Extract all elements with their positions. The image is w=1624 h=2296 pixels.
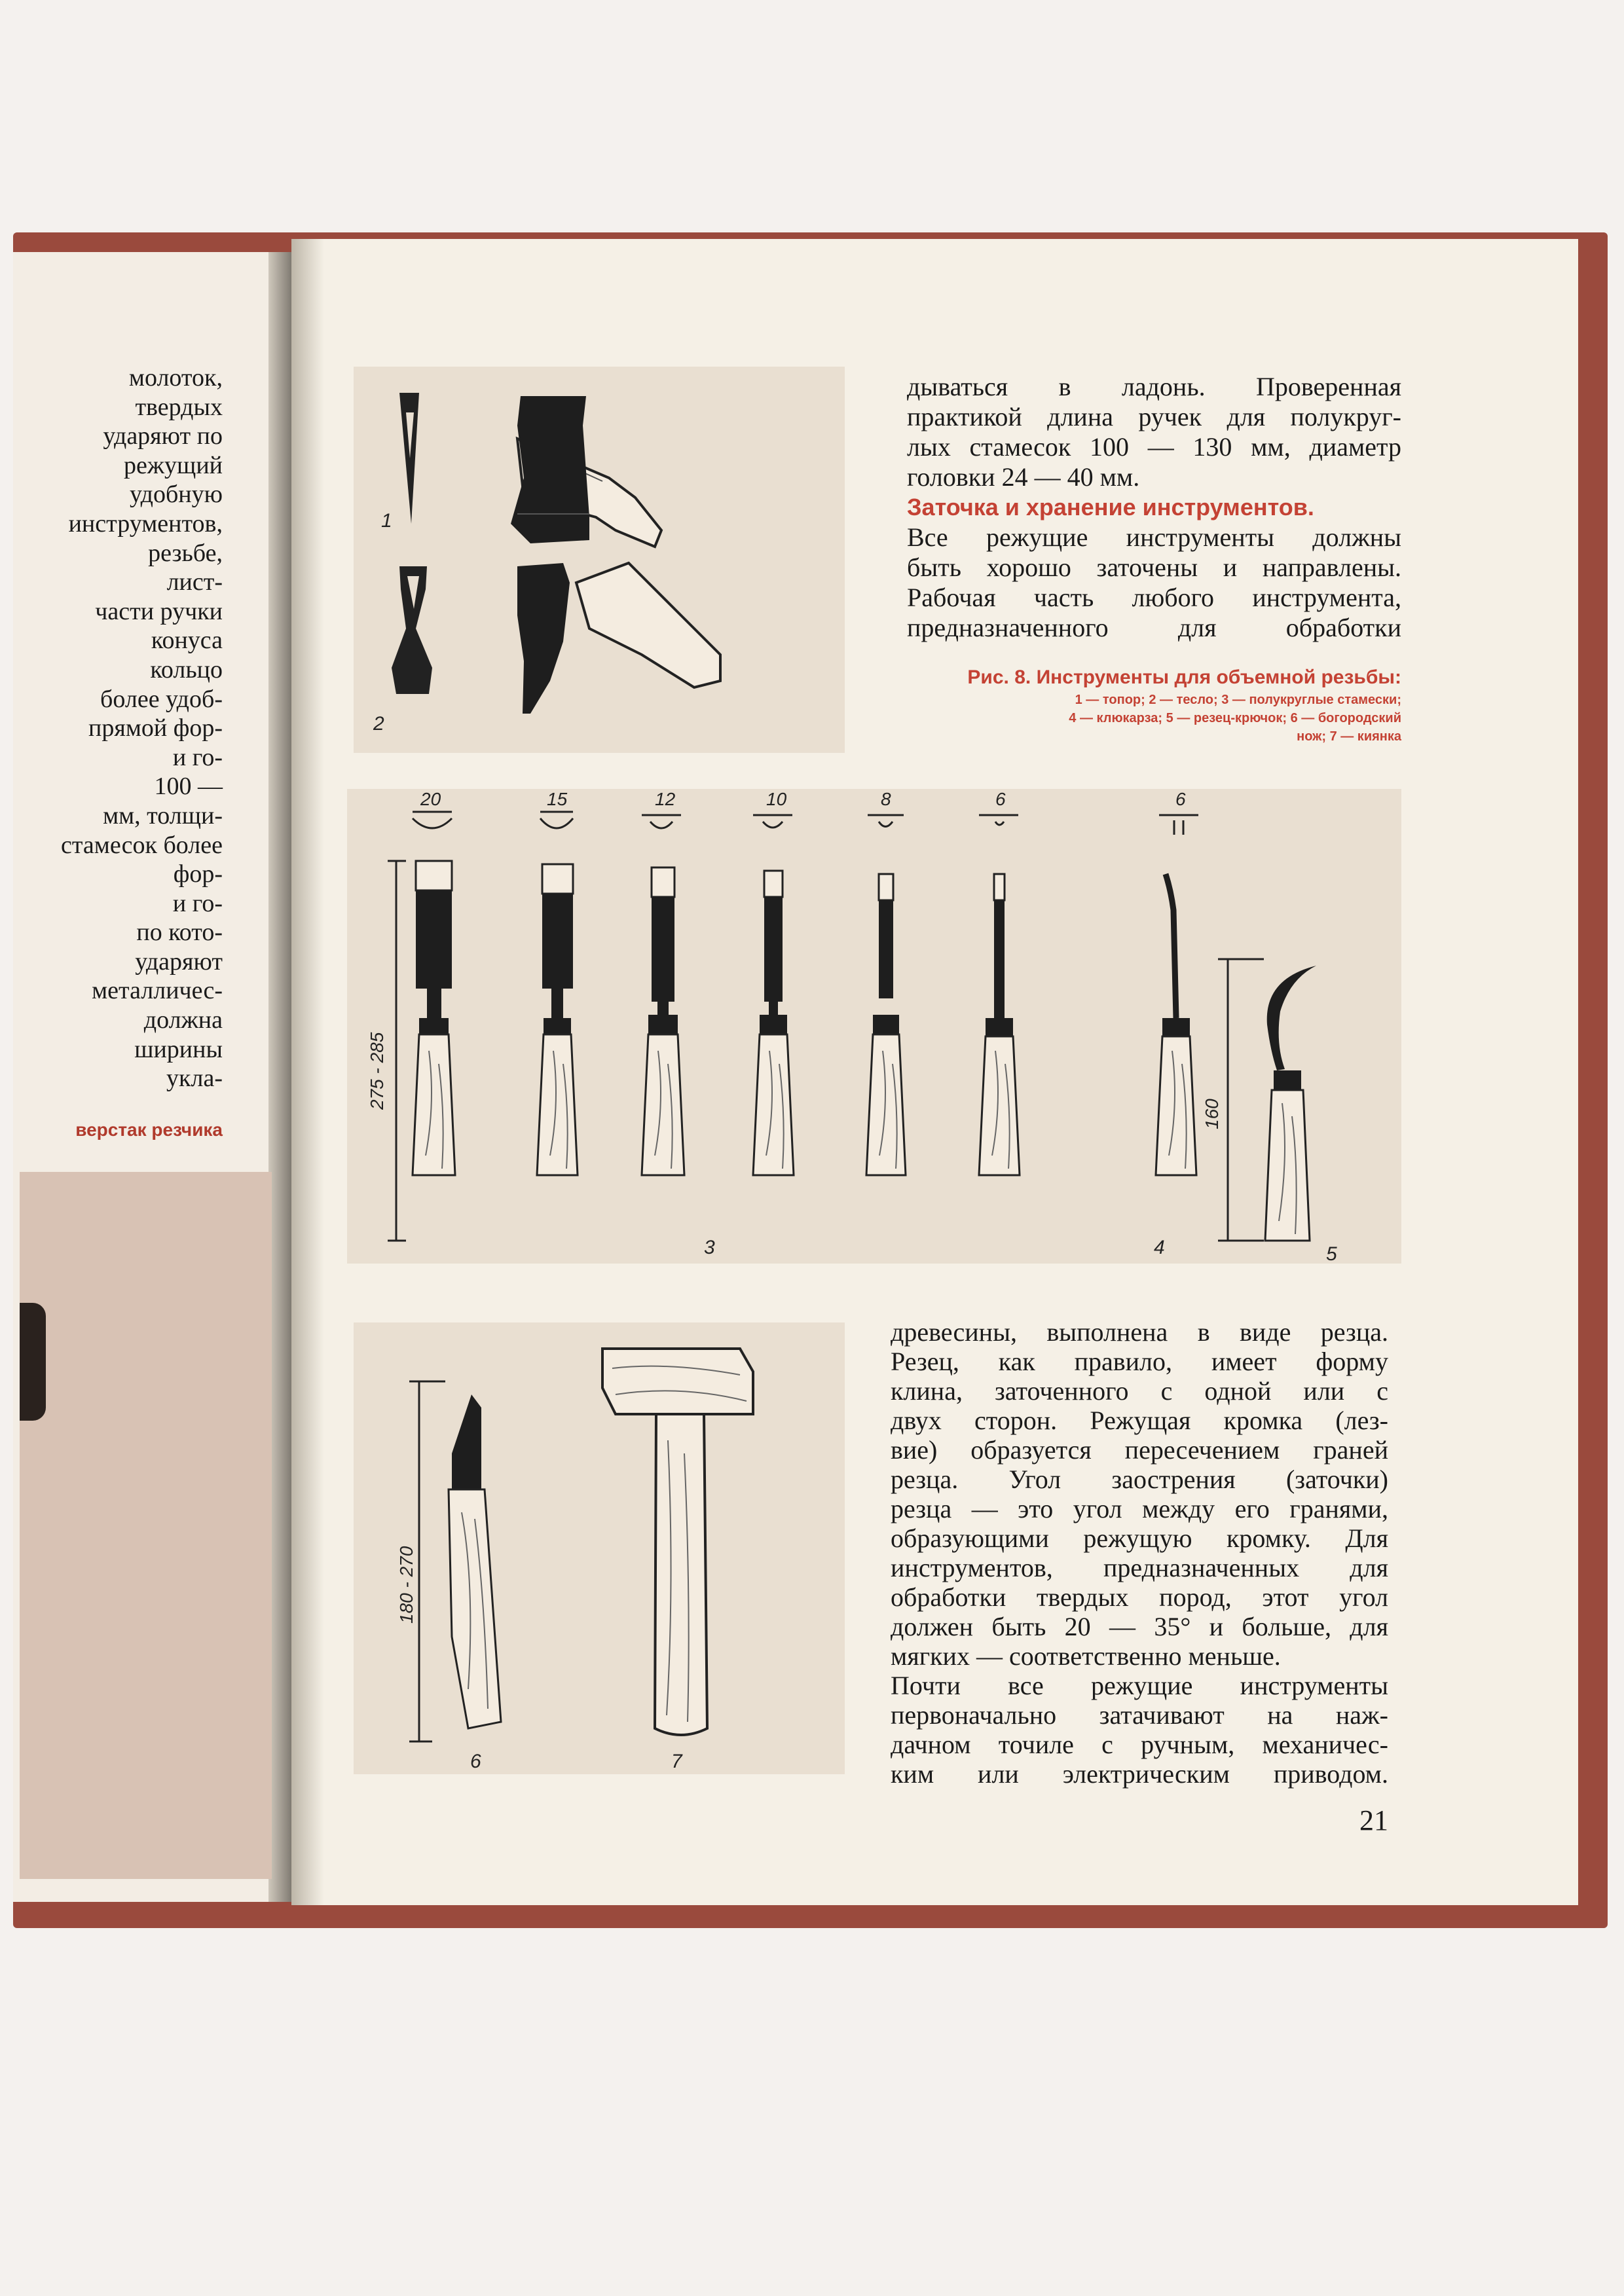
label-2: 2 [373, 713, 384, 735]
text-line: твердых [135, 393, 223, 421]
chisel-12 [642, 789, 684, 1175]
length-label: 275 - 285 [367, 1032, 387, 1110]
figure-axe-adze [354, 367, 845, 753]
text-line: режущий [123, 451, 223, 479]
label-7: 7 [671, 1751, 682, 1772]
text-line: лист- [166, 568, 223, 596]
text-line: должен быть 20 — 35° и больше, для [891, 1612, 1388, 1641]
chisel-10 [753, 789, 794, 1175]
klukarza [1156, 789, 1198, 1175]
text-line: конуса [151, 627, 223, 655]
text-line: более удоб- [100, 685, 223, 713]
text-line: обработки твердых пород, этот угол [891, 1582, 1388, 1612]
text-line: кольцо [150, 655, 223, 683]
text-line: двух сторон. Режущая кромка (лез- [891, 1406, 1388, 1435]
text-line: и го- [172, 743, 223, 771]
right-page-gutter [291, 239, 324, 1905]
text-line: клина, заточенного с одной или с [891, 1376, 1388, 1406]
page-number: 21 [1359, 1804, 1388, 1836]
text-line: практикой длина ручек для полукруг- [907, 402, 1401, 431]
text-line: части ручки [95, 597, 223, 625]
text-line: укла- [166, 1065, 223, 1093]
label-5: 5 [1326, 1243, 1337, 1264]
text-line: и го- [172, 889, 223, 917]
left-page-text [20, 363, 223, 1093]
text-line: Все режущие инструменты должны [907, 522, 1401, 552]
text-line: ким или электрическим приводом. [891, 1759, 1388, 1789]
text-line: ударяют [135, 947, 223, 975]
hook-dim-label: 160 [1202, 1099, 1222, 1129]
axe-adze-drawing [354, 367, 845, 753]
text-line: прямой фор- [88, 714, 223, 742]
text-line: древесины, выполнена в виде резца. [891, 1317, 1388, 1347]
text-line: по кото- [136, 919, 223, 947]
text-line: инструментов, [68, 509, 223, 538]
text-line: металличес- [92, 977, 223, 1005]
text-line: предназначенного для обработки [907, 613, 1401, 642]
adze-front-view [392, 566, 432, 694]
hook-knife [1202, 959, 1316, 1241]
knife-dim-label: 180 - 270 [396, 1546, 416, 1624]
text-line: головки 24 — 40 мм. [907, 462, 1140, 492]
width-label: 8 [881, 789, 891, 809]
text-line: 100 — [154, 773, 223, 801]
chisel-8 [866, 789, 906, 1175]
text-line: должна [143, 1006, 223, 1034]
text-line: молоток, [128, 364, 223, 392]
width-label: 6 [995, 789, 1006, 809]
chisels-drawing [347, 789, 1401, 1264]
text-line: образующими режущую кромку. Для [891, 1523, 1388, 1553]
width-label: 12 [655, 789, 676, 809]
left-page-photo [20, 1172, 272, 1879]
knife-mallet-drawing [354, 1322, 845, 1774]
label-6: 6 [470, 1751, 481, 1772]
section-heading: Заточка и хранение инструментов. [907, 494, 1314, 520]
left-page-caption: верстак резчика [75, 1120, 223, 1140]
text-line: ширины [134, 1035, 223, 1063]
figure-caption-line: нож; 7 — киянка [1297, 729, 1401, 744]
bogorodsky-knife [396, 1381, 501, 1741]
text-line: мм, толщи- [103, 801, 223, 829]
chisel-6 [979, 789, 1020, 1175]
text-line: лых стамесок 100 — 130 мм, диаметр [907, 432, 1401, 462]
width-label: 10 [766, 789, 787, 809]
text-line: дачном точиле с ручным, механичес- [891, 1730, 1388, 1759]
bottom-text-block [891, 1317, 1388, 1789]
text-line: вие) образуется пересечением граней [891, 1435, 1388, 1465]
axe-front-view [399, 393, 419, 524]
axe-side-view [511, 396, 661, 547]
chisel-15 [537, 789, 578, 1175]
label-1: 1 [381, 510, 392, 532]
figure-caption [891, 665, 1401, 746]
width-label: 20 [420, 789, 441, 809]
text-line: Рабочая часть любого инструмента, [907, 583, 1401, 612]
text-line: удобную [130, 481, 223, 509]
text-line: мягких — соответственно меньше. [891, 1641, 1281, 1671]
text-line: стамесок более [60, 831, 223, 859]
width-label: 6 [1175, 789, 1186, 809]
text-line: Почти все режущие инструменты [891, 1671, 1388, 1700]
text-line: резца — это угол между его гранями, [891, 1494, 1388, 1523]
text-line: первоначально затачивают на наж- [891, 1700, 1388, 1730]
text-line: дываться в ладонь. Проверенная [907, 372, 1401, 401]
figure-caption-line: 1 — топор; 2 — тесло; 3 — полукруглые стамески; [1075, 693, 1401, 707]
text-line: быть хорошо заточены и направлены. [907, 553, 1401, 582]
text-line: Резец, как правило, имеет форму [891, 1347, 1388, 1376]
text-line: резьбе, [148, 539, 223, 567]
text-line: инструментов, предназначенных для [891, 1553, 1388, 1582]
figure-caption-line: 4 — клюкарза; 5 — резец-крючок; 6 — богородский [1069, 711, 1401, 725]
mallet [602, 1349, 753, 1735]
figure-caption-title: Рис. 8. Инструменты для объемной резьбы: [967, 666, 1401, 688]
photo-dark-object [20, 1303, 46, 1421]
top-text-block [907, 372, 1401, 643]
text-line: резца. Угол заострения (заточки) [891, 1465, 1388, 1494]
chisel-20 [413, 789, 455, 1175]
text-line: ударяют по [103, 422, 223, 450]
width-label: 15 [547, 789, 568, 809]
label-3: 3 [704, 1237, 715, 1258]
figure-knife-mallet [354, 1322, 845, 1774]
label-4: 4 [1154, 1237, 1165, 1258]
text-line: фор- [173, 860, 223, 888]
adze-side-view [517, 563, 720, 714]
figure-chisels [347, 789, 1401, 1264]
length-dimension [367, 861, 406, 1241]
